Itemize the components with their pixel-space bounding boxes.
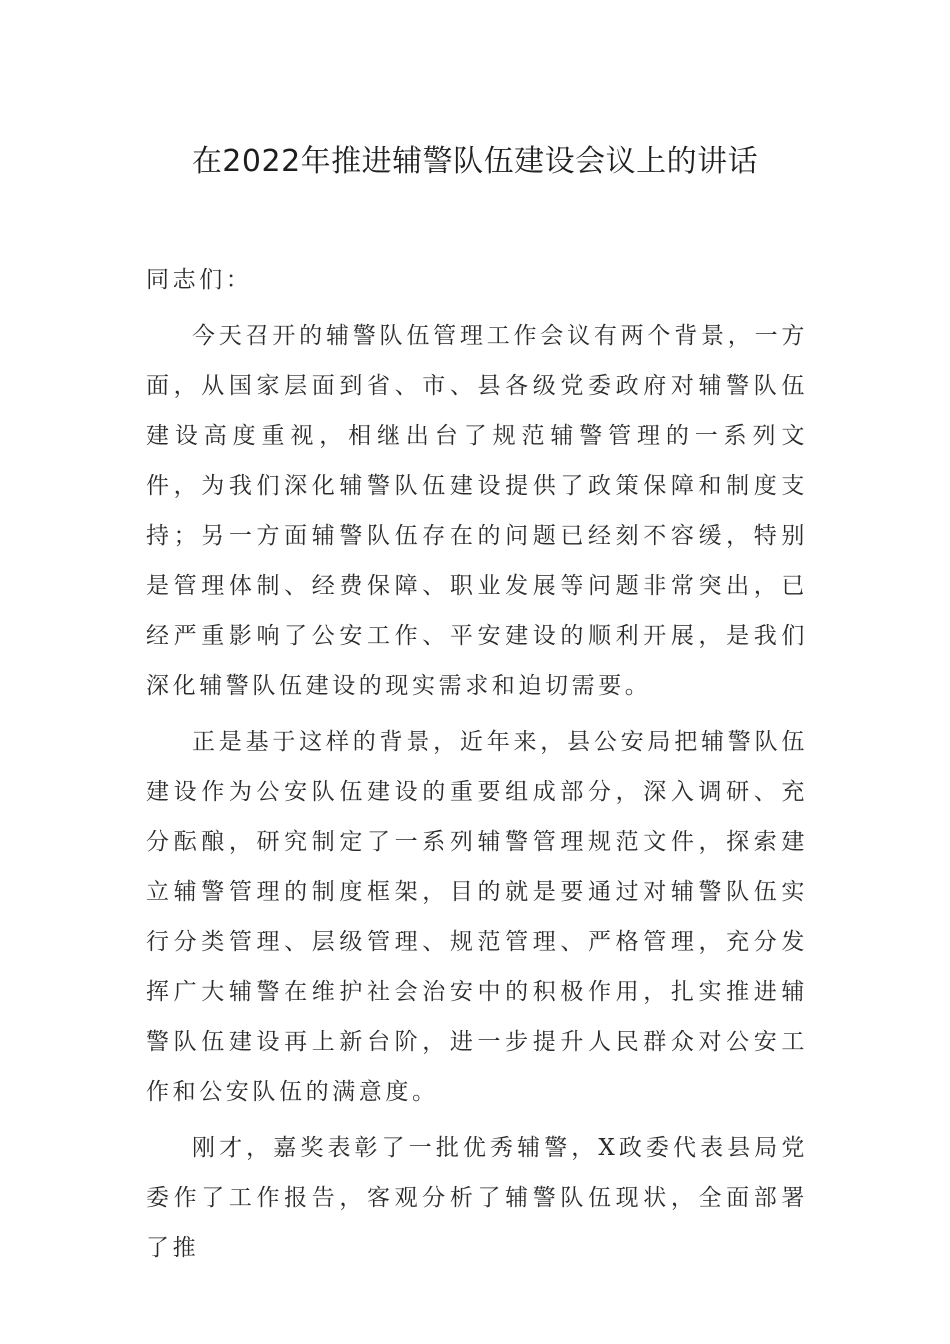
document-title: 在2022年推进辅警队伍建设会议上的讲话 — [191, 144, 759, 179]
paragraph-2: 正是基于这样的背景，近年来，县公安局把辅警队伍建设作为公安队伍建设的重要组成部分，深入调研、充分酝酿，研究制定了一系列辅警管理规范文件，探索建立辅警管理的制度框架，目的就是要通过对辅警队伍实行分类管理、层级管理、规范管理、严格管理，充分发挥广大辅警在维护社会治安中的积极作用，扎实推进辅警队伍建设再上新台阶，进一步提升人民群众对公安工作和公安队伍的满意度。 — [146, 729, 808, 1105]
paragraph-3: 刚才，嘉奖表彰了一批优秀辅警，X政委代表县局党委作了工作报告，客观分析了辅警队伍现状，全面部署了推 — [146, 1135, 808, 1261]
salutation: 同志们： — [146, 267, 253, 293]
paragraph-1: 今天召开的辅警队伍管理工作会议有两个背景，一方面，从国家层面到省、市、县各级党委政府对辅警队伍建设高度重视，相继出台了规范辅警管理的一系列文件，为我们深化辅警队伍建设提供了政策保障和制度支持；另一方面辅警队伍存在的问题已经刻不容缓，特别是管理体制、经费保障、职业发展等问题非常突出，已经严重影响了公安工作、平安建设的顺利开展，是我们深化辅警队伍建设的现实需求和迫切需要。 — [146, 323, 808, 699]
document-body — [146, 255, 808, 1279]
